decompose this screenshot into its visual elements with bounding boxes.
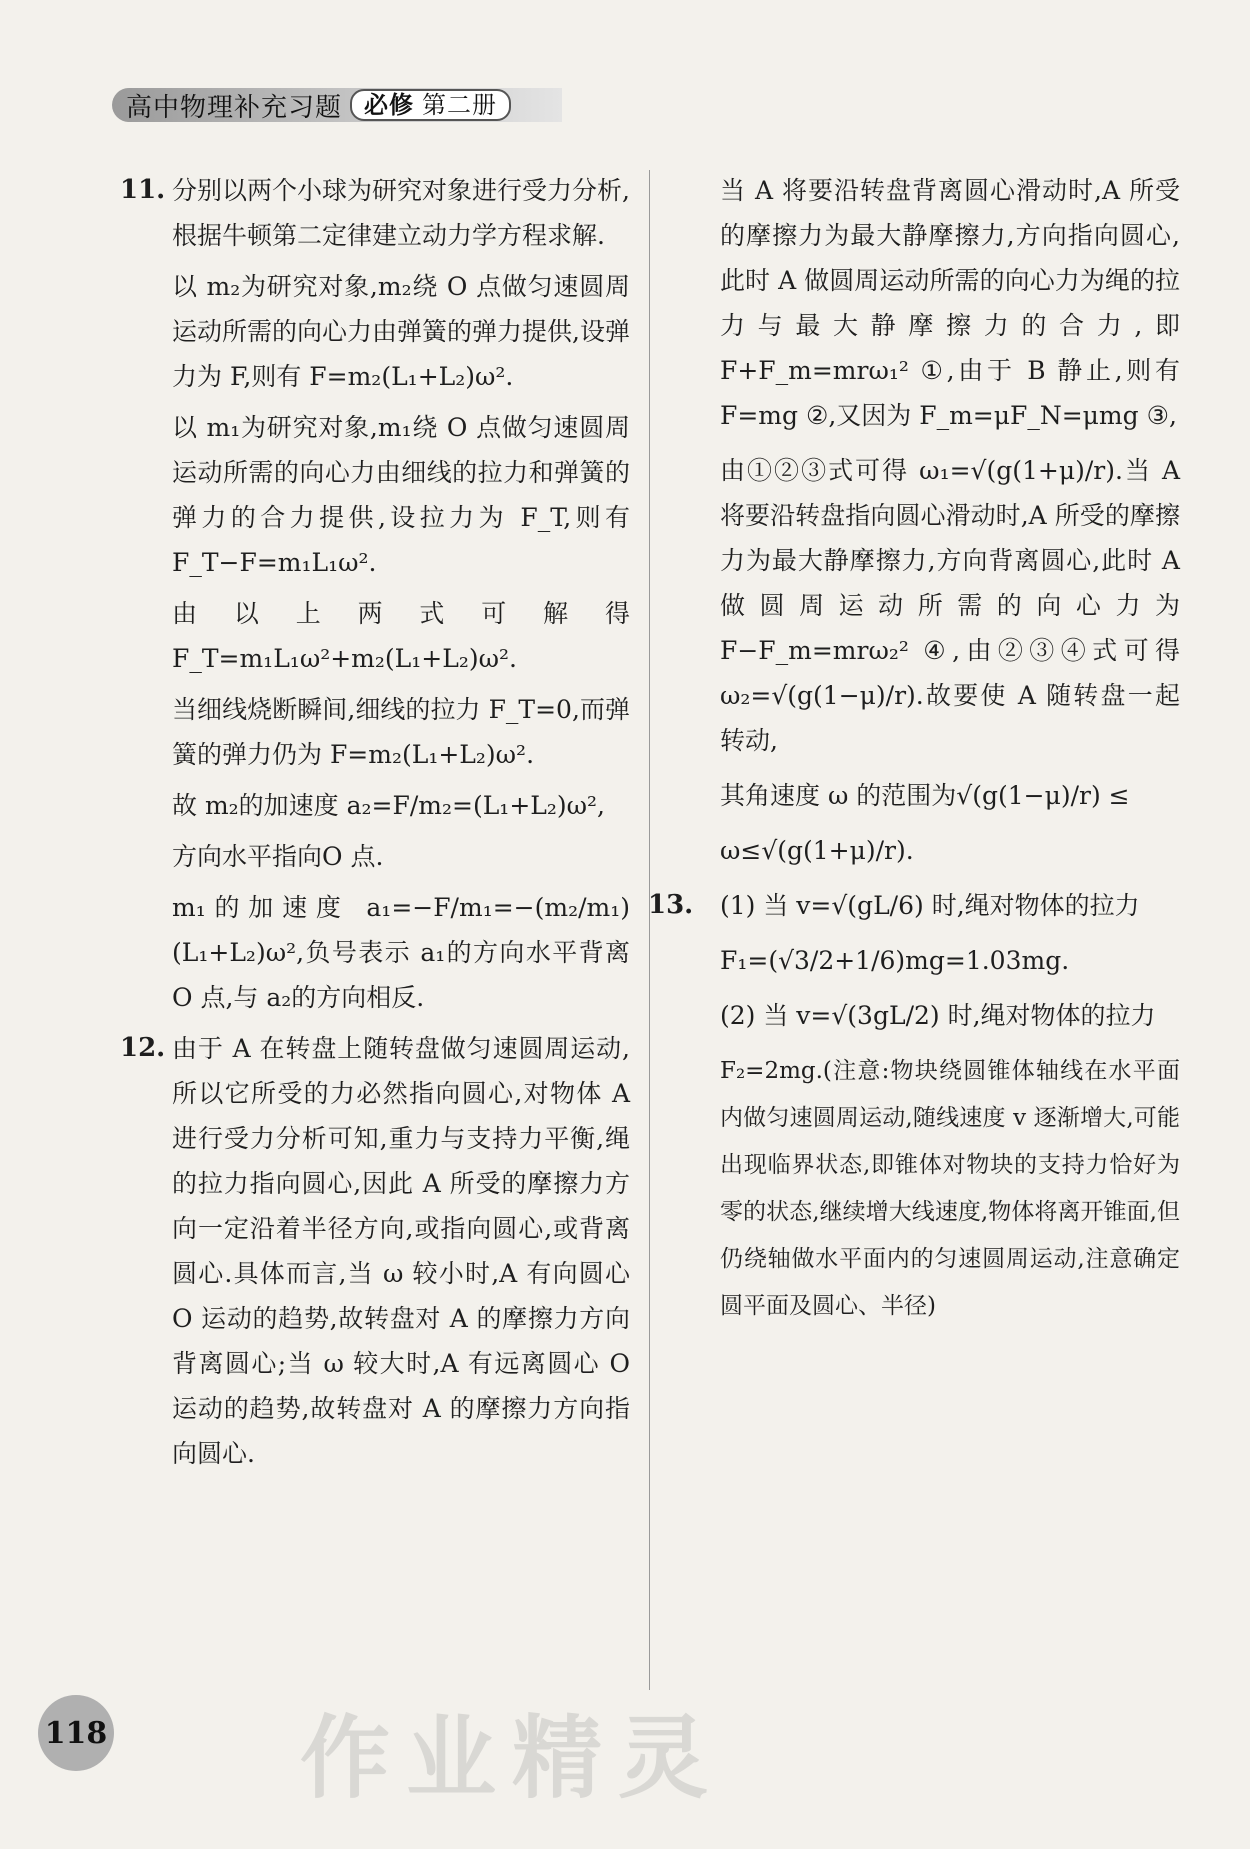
edition-bold: 必修 xyxy=(364,90,415,119)
paragraph: 由以上两式可解得 F_T=m₁L₁ω²+m₂(L₁+L₂)ω². xyxy=(172,599,630,673)
paragraph: (2) 当 v=√(3gL/2) 时,绳对物体的拉力 xyxy=(720,1001,1156,1030)
question-12 xyxy=(120,1026,630,1476)
paragraph: (1) 当 v=√(gL/6) 时,绳对物体的拉力 xyxy=(720,891,1140,920)
column-divider xyxy=(649,170,650,1690)
page-number: 118 xyxy=(38,1695,114,1771)
paragraph: 当 A 将要沿转盘背离圆心滑动时,A 所受的摩擦力为最大静摩擦力,方向指向圆心,此时 A 做圆周运动所需的向心力为绳的拉力与最大静摩擦力的合力,即 F+F_m=mrω₁² ①,由于 B 静止,则有 F=mg ②,又因为 F_m=μF_N=μmg ③, xyxy=(720,176,1180,430)
edition-volume: 第二册 xyxy=(422,91,498,119)
paragraph: m₁的加速度 a₁=−F/m₁=−(m₂/m₁)(L₁+L₂)ω²,负号表示 a₁的方向水平背离 O 点,与 a₂的方向相反. xyxy=(172,893,630,1012)
question-11 xyxy=(120,168,630,258)
left-column xyxy=(120,168,630,1482)
right-column xyxy=(648,168,1180,1340)
formula-line: F₁=(√3/2+1/6)mg=1.03mg. xyxy=(720,946,1070,975)
paragraph: 方向水平指向O 点. xyxy=(172,842,384,871)
question-number: 12. xyxy=(120,1033,166,1063)
note-paragraph: F₂=2mg.(注意:物块绕圆锥体轴线在水平面内做匀速圆周运动,随线速度 v 逐渐增大,可能出现临界状态,即锥体对物块的支持力恰好为零的状态,继续增大线速度,物体将离开锥面,但仍绕轴做水平面内的匀速圆周运动,注意确定圆平面及圆心、半径) xyxy=(720,1058,1180,1319)
paragraph: 当细线烧断瞬间,细线的拉力 F_T=0,而弹簧的弹力仍为 F=m₂(L₁+L₂)ω². xyxy=(172,695,630,769)
formula-line: 故 m₂的加速度 a₂=F/m₂=(L₁+L₂)ω², xyxy=(172,791,605,820)
paragraph: 由于 A 在转盘上随转盘做匀速圆周运动,所以它所受的力必然指向圆心,对物体 A 进行受力分析可知,重力与支持力平衡,绳的拉力指向圆心,因此 A 所受的摩擦力方向一定沿着半径方向,或指向圆心,或背离圆心.具体而言,当 ω 较小时,A 有向圆心 O 运动的趋势,故转盘对 A 的摩擦力方向背离圆心;当 ω 较大时,A 有远离圆心 O 运动的趋势,故转盘对 A 的摩擦力方向指向圆心. xyxy=(172,1034,630,1468)
edition-badge xyxy=(350,89,511,121)
book-title: 高中物理补充习题 xyxy=(126,92,343,123)
question-number: 11. xyxy=(120,175,166,205)
paragraph: 以 m₂为研究对象,m₂绕 O 点做匀速圆周运动所需的向心力由弹簧的弹力提供,设弹力为 F,则有 F=m₂(L₁+L₂)ω². xyxy=(172,272,630,391)
question-number: 13. xyxy=(648,890,694,920)
paragraph: 分别以两个小球为研究对象进行受力分析,根据牛顿第二定律建立动力学方程求解. xyxy=(172,176,630,250)
book-header xyxy=(112,88,562,122)
watermark: 作业精灵 xyxy=(300,1706,724,1811)
paragraph: 由①②③式可得 ω₁=√(g(1+μ)/r).当 A 将要沿转盘指向圆心滑动时,A 所受的摩擦力为最大静摩擦力,方向背离圆心,此时 A 做圆周运动所需的向心力为F−F_m=mrω₂² ④,由②③④式可得 ω₂=√(g(1−μ)/r).故要使 A 随转盘一起转动, xyxy=(720,456,1180,755)
paragraph: 以 m₁为研究对象,m₁绕 O 点做匀速圆周运动所需的向心力由细线的拉力和弹簧的弹力的合力提供,设拉力为 F_T,则有 F_T−F=m₁L₁ω². xyxy=(172,413,630,577)
formula-line: ω≤√(g(1+μ)/r). xyxy=(720,836,914,865)
formula-line: 其角速度 ω 的范围为√(g(1−μ)/r) ≤ xyxy=(720,781,1130,810)
question-13 xyxy=(648,883,1180,1330)
